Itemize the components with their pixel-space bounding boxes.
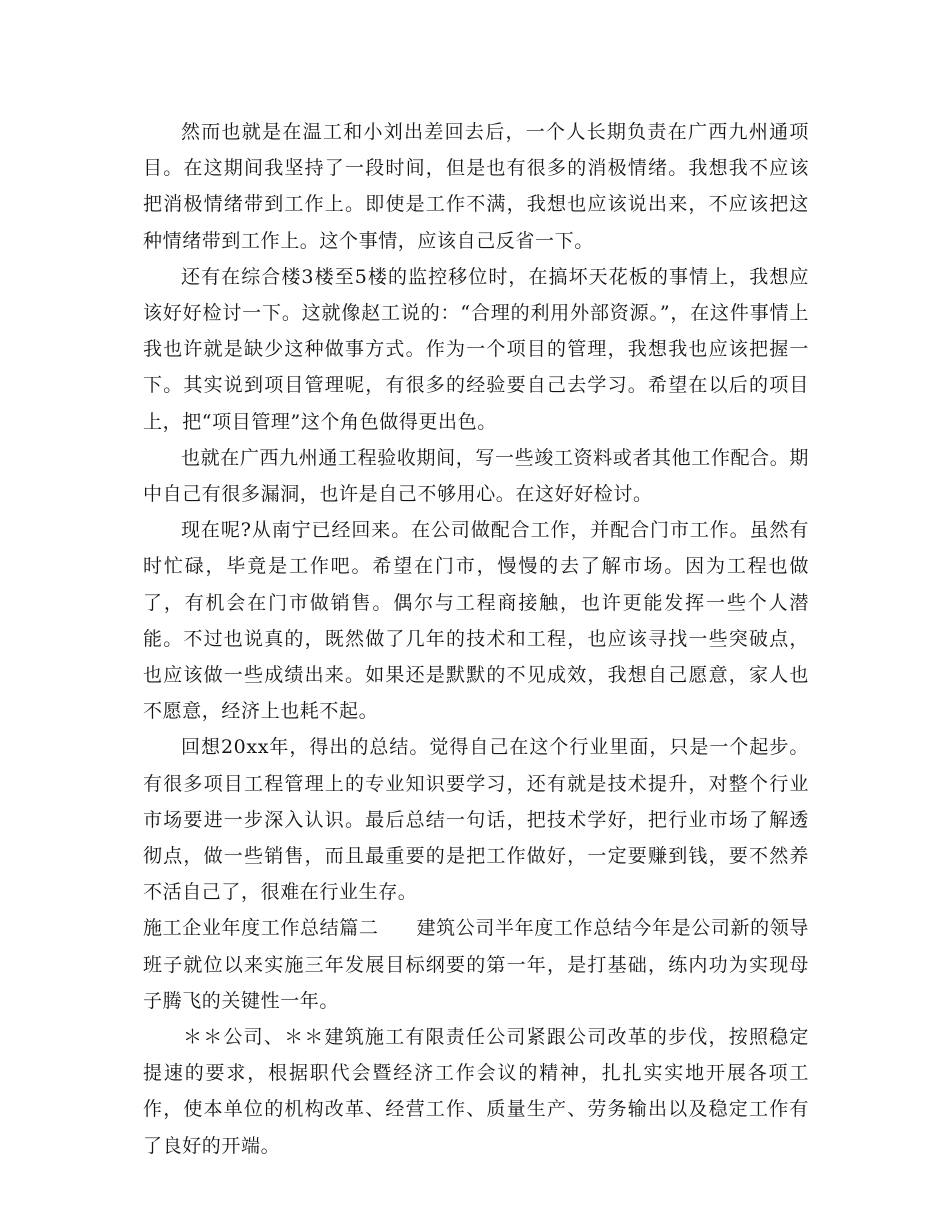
section-title: 施工企业年度工作总结篇二	[143, 917, 379, 940]
paragraph-3: 也就在广西九州通工程验收期间，写一些竣工资料或者其他工作配合。期中自己有很多漏洞，也许是自己不够用心。在这好好检讨。	[143, 446, 809, 506]
paragraph-2: 还有在综合楼3楼至5楼的监控移位时，在搞坏天花板的事情上，我想应该好好检讨一下。这就像赵工说的：“合理的利用外部资源。”，在这件事情上我也许就是缺少这种做事方式。作为一个项目的管理，我想我也应该把握一下。其实说到项目管理呢，有很多的经验要自己去学习。希望在以后的项目上，把“项目管理”这个角色做得更出色。	[143, 265, 809, 433]
paragraph-1: 然而也就是在温工和小刘出差回去后，一个人长期负责在广西九州通项目。在这期间我坚持了一段时间，但是也有很多的消极情绪。我想我不应该把消极情绪带到工作上。即使是工作不满，我想也应该说出来，不应该把这种情绪带到工作上。这个事情，应该自己反省一下。	[143, 121, 809, 252]
paragraph-7: ＊＊公司、＊＊建筑施工有限责任公司紧跟公司改革的步伐，按照稳定提速的要求，根据职代会暨经济工作会议的精神，扎扎实实地开展各项工作，使本单位的机构改革、经营工作、质量生产、劳务输出以及稳定工作有了良好的开端。	[143, 1026, 809, 1157]
paragraph-4: 现在呢?从南宁已经回来。在公司做配合工作，并配合门市工作。虽然有时忙碌，毕竟是工作吧。希望在门市，慢慢的去了解市场。因为工程也做了，有机会在门市做销售。偶尔与工程商接触，也许更能发挥一些个人潜能。不过也说真的，既然做了几年的技术和工程，也应该寻找一些突破点，也应该做一些成绩出来。如果还是默默的不见成效，我想自己愿意，家人也不愿意，经济上也耗不起。	[143, 519, 809, 723]
section-block	[143, 910, 809, 1019]
section-intro: 建筑公司半年度工作总结今年是公司新的领导班子就位以来实施三年发展目标纲要的第一年，是打基础，练内功为实现母子腾飞的关键性一年。	[143, 917, 809, 1012]
paragraph-5: 回想20xx年，得出的总结。觉得自己在这个行业里面，只是一个起步。有很多项目工程管理上的专业知识要学习，还有就是技术提升，对整个行业市场要进一步深入认识。最后总结一句话，把技术学好，把行业市场了解透彻点，做一些销售，而且最重要的是把工作做好，一定要赚到钱，要不然养不活自己了，很难在行业生存。	[143, 736, 809, 904]
document-page	[143, 114, 809, 1164]
